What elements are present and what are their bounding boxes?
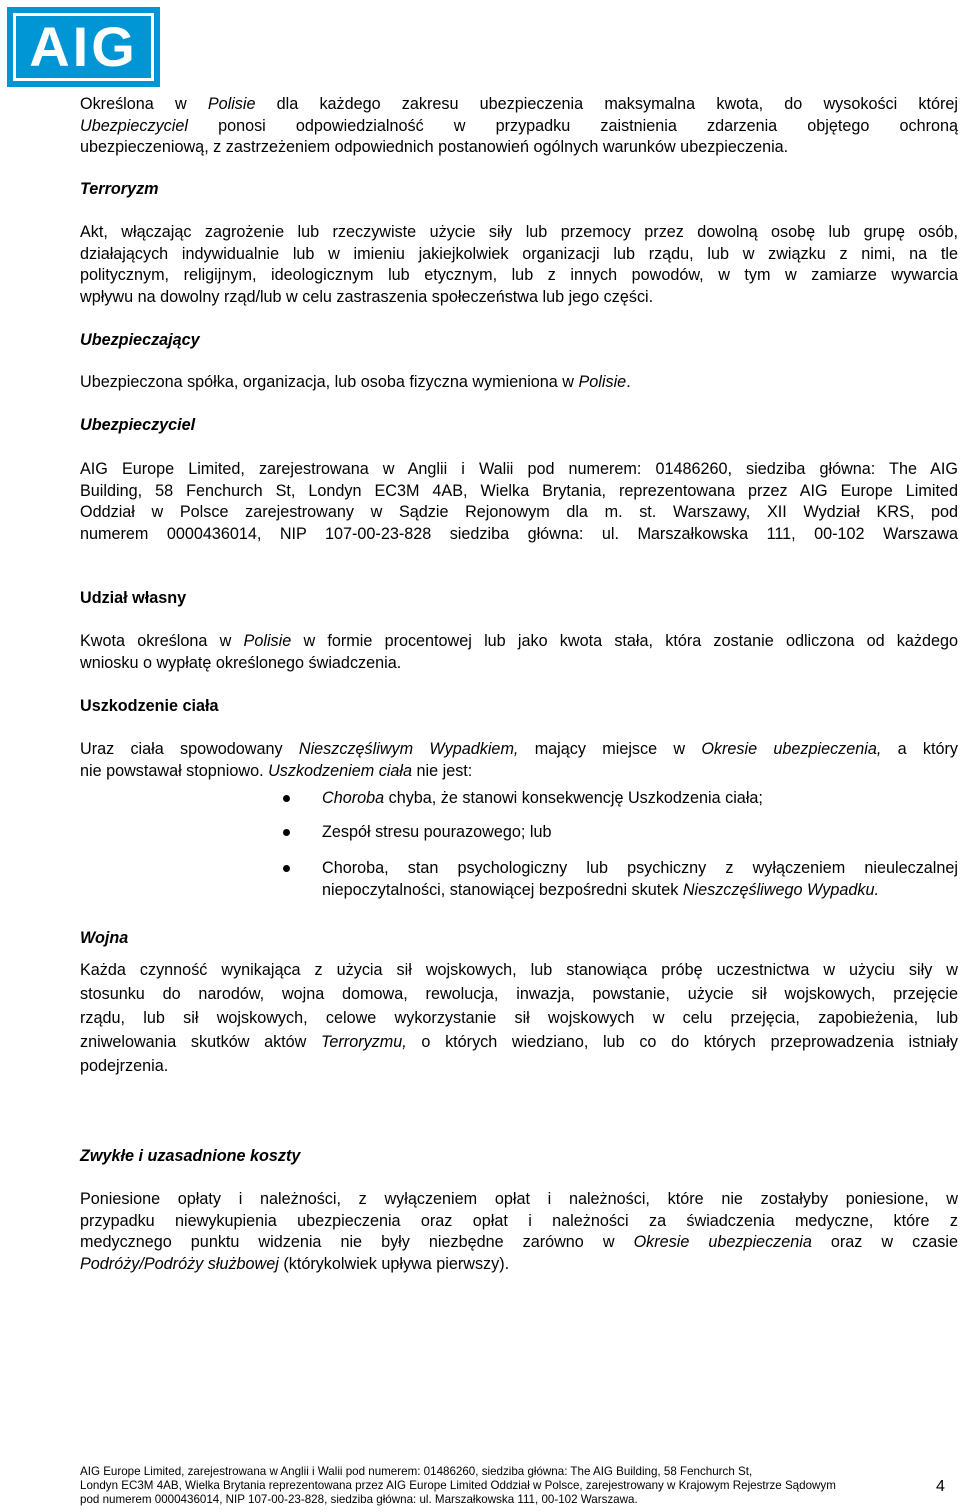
ubezpieczajacy-line-1: Ubezpieczona spółka, organizacja, lub osoba fizyczna wymieniona w Polisie. [80, 373, 631, 391]
bullet-dot-icon [283, 865, 290, 872]
koszty-line-4: Podróży/Podróży służbowej (którykolwiek upływa pierwszy). [80, 1254, 510, 1273]
list-item: Zespół stresu pourazowego; lub [322, 823, 552, 841]
koszty-line-2: przypadku niewykupienia ubezpieczenia oraz opłat i należności za świadczenia medyczne, które z [80, 1211, 958, 1230]
terroryzm-paragraph [80, 222, 958, 308]
ubezpieczyciel-line-1: AIG Europe Limited, zarejestrowana w Anglii i Walii pod numerem: 01486260, siedziba główna: The AIG [80, 460, 958, 478]
wojna-line-5: podejrzenia. [80, 1057, 169, 1075]
ubezpieczyciel-heading: Ubezpieczyciel [80, 416, 196, 434]
wojna-line-2: stosunku do narodów, wojna domowa, rewolucja, inwazja, powstanie, użycie sił wojskowych, przejęcie [80, 985, 958, 1003]
terroryzm-heading: Terroryzm [80, 180, 159, 198]
intro-line-1: Określona w Polisie dla każdego zakresu ubezpieczenia maksymalna kwota, do wysokości której [80, 95, 958, 113]
footer-line-3: pod numerem 0000436014, NIP 107-00-23-828, siedziba główna: ul. Marszałkowska 111, 00-102 Warszawa. [80, 1493, 638, 1506]
ubezpieczyciel-line-4: numerem 0000436014, NIP 107-00-23-828 siedziba główna: ul. Marszałkowska 111, 00-102 Warszawa [80, 524, 958, 543]
page-number: 4 [936, 1478, 945, 1495]
uszkodzenie-heading: Uszkodzenie ciała [80, 697, 219, 715]
wojna-line-3: rządu, lub sił wojskowych, celowe wykorzystanie sił wojskowych w celu przejęcia, zapobieżenia, lub [80, 1009, 958, 1027]
footer-line-2: Londyn EC3M 4AB, Wielka Brytania reprezentowana przez AIG Europe Limited Oddział w Polsce, zarejestrowany w Krajowym Rejestrze Sądowym [80, 1479, 836, 1492]
aig-logo [7, 7, 160, 87]
udzial-paragraph [80, 631, 958, 674]
terroryzm-line-2: działających indywidualnie lub w imieniu jakiejkolwiek organizacji lub rządu, lub w związku z nimi, na tle [80, 244, 958, 263]
uszkodzenie-line-2: nie powstawał stopniowo. Uszkodzeniem ciała nie jest: [80, 761, 473, 780]
intro-line-2: Ubezpieczyciel ponosi odpowiedzialność w przypadku zaistnienia zdarzenia objętego ochroną [80, 116, 958, 135]
koszty-line-3: medycznego punktu widzenia nie były niezbędne zarówno w Okresie ubezpieczenia oraz w czasie [80, 1233, 959, 1251]
intro-paragraph [80, 94, 958, 159]
wojna-line-4: zniwelowania skutków aktów Terroryzmu, o których wiedziano, lub co do których przeprowadzenia istniały [80, 1033, 958, 1051]
wojna-line-1: Każda czynność wynikająca z użycia sił wojskowych, lub stanowiąca próbę uczestnictwa w użyciu siły w [80, 961, 958, 979]
aig-logo-frame [13, 13, 154, 81]
terroryzm-line-4: wpływu na dowolny rząd/lub w celu zastraszenia społeczeństwa lub jego części. [80, 287, 654, 306]
aig-logo-text: AIG [29, 15, 138, 78]
bullet-dot-icon [283, 829, 290, 836]
ubezpieczajacy-paragraph [80, 372, 958, 394]
ubezpieczyciel-line-3: Oddział w Polsce zarejestrowany w Sądzie Rejonowym dla m. st. Warszawy, XII Wydział KRS, pod [80, 503, 958, 521]
footer-line-1: AIG Europe Limited, zarejestrowana w Anglii i Walii pod numerem: 01486260, siedziba główna: The AIG Building, 58 Fenchurch St, [80, 1465, 753, 1478]
uszkodzenie-paragraph [80, 739, 958, 782]
koszty-paragraph [80, 1189, 958, 1275]
koszty-line-1: Poniesione opłaty i należności, z wyłączeniem opłat i należności, które nie zostałyby poniesione, w [80, 1190, 958, 1208]
wojna-paragraph [80, 958, 958, 1078]
ubezpieczajacy-heading: Ubezpieczający [80, 331, 200, 349]
list-item: Choroba, stan psychologiczny lub psychiczny z wyłączeniem nieuleczalnej niepoczytalności, stanowiącej bezpośredni skutek Nieszczęśliwego Wypadku. [322, 859, 958, 899]
ubezpieczyciel-line-2: Building, 58 Fenchurch St, Londyn EC3M 4AB, Wielka Brytania, reprezentowana przez AIG Europe Limited [80, 481, 958, 500]
terroryzm-line-3: politycznym, religijnym, ideologicznym lub etycznym, lub z innych powodów, w tym w zamiarze wywarcia [80, 266, 958, 284]
udzial-line-1: Kwota określona w Polisie w formie procentowej lub jako kwota stała, która zostanie odliczona od każdego [80, 632, 958, 650]
udzial-heading: Udział własny [80, 589, 187, 607]
bullet-dot-icon [283, 795, 290, 802]
intro-line-3: ubezpieczeniową, z zastrzeżeniem odpowiednich postanowień ogólnych warunków ubezpieczenia. [80, 138, 789, 156]
koszty-heading: Zwykłe i uzasadnione koszty [80, 1147, 301, 1165]
wojna-heading: Wojna [80, 929, 129, 947]
terroryzm-line-1: Akt, włączając zagrożenie lub rzeczywiste użycie siły lub przemocy przez dowolną osobę lub grupę osób, [80, 223, 958, 241]
list-item: Choroba chyba, że stanowi konsekwencję Uszkodzenia ciała; [322, 789, 763, 807]
udzial-line-2: wniosku o wypłatę określonego świadczenia. [80, 653, 402, 672]
ubezpieczyciel-paragraph [80, 459, 958, 545]
footer [80, 1465, 920, 1507]
uszkodzenie-line-1: Uraz ciała spowodowany Nieszczęśliwym Wypadkiem, mający miejsce w Okresie ubezpieczenia, a który [80, 740, 959, 758]
